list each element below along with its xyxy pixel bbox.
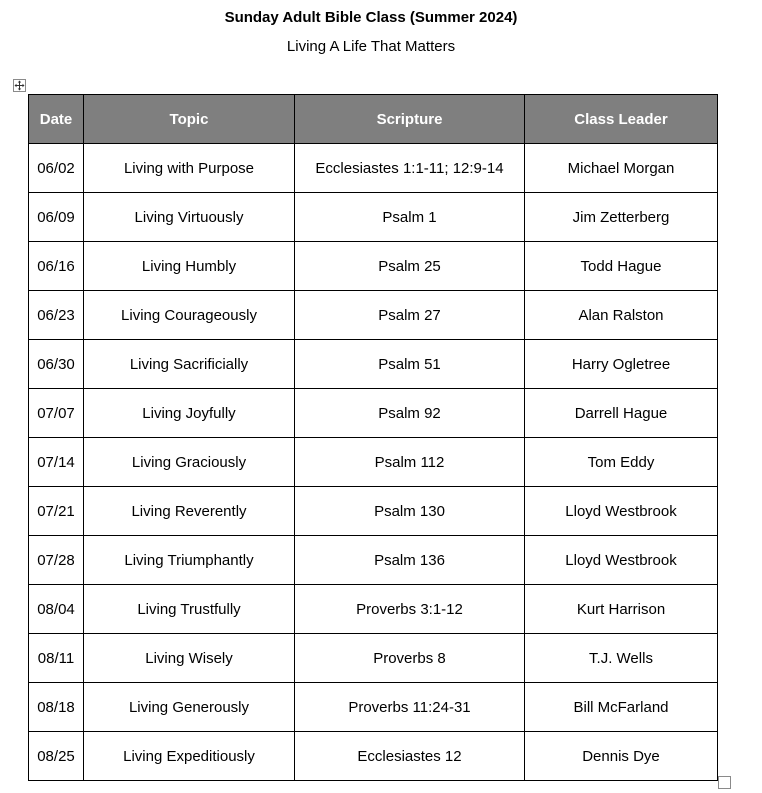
table-row bbox=[29, 536, 718, 585]
scripture-cell[interactable]: Psalm 112 bbox=[295, 438, 525, 487]
class-leader-cell[interactable]: Alan Ralston bbox=[525, 291, 718, 340]
topic-cell[interactable]: Living with Purpose bbox=[84, 144, 295, 193]
date-cell[interactable]: 08/11 bbox=[29, 634, 84, 683]
date-cell[interactable]: 07/14 bbox=[29, 438, 84, 487]
class-leader-cell[interactable]: Tom Eddy bbox=[525, 438, 718, 487]
document-subtitle: Living A Life That Matters bbox=[286, 38, 456, 55]
table-row bbox=[29, 340, 718, 389]
date-cell[interactable]: 07/28 bbox=[29, 536, 84, 585]
scripture-cell[interactable]: Psalm 51 bbox=[295, 340, 525, 389]
class-leader-cell[interactable]: Michael Morgan bbox=[525, 144, 718, 193]
header-class-leader[interactable]: Class Leader bbox=[525, 95, 718, 144]
table-row bbox=[29, 634, 718, 683]
header-date[interactable]: Date bbox=[29, 95, 84, 144]
table-row bbox=[29, 144, 718, 193]
scripture-cell[interactable]: Psalm 1 bbox=[295, 193, 525, 242]
table-row bbox=[29, 389, 718, 438]
table-header-row bbox=[29, 95, 718, 144]
table-row bbox=[29, 585, 718, 634]
topic-cell[interactable]: Living Expeditiously bbox=[84, 732, 295, 781]
date-cell[interactable]: 06/30 bbox=[29, 340, 84, 389]
class-leader-cell[interactable]: Lloyd Westbrook bbox=[525, 536, 718, 585]
topic-cell[interactable]: Living Sacrificially bbox=[84, 340, 295, 389]
class-leader-cell[interactable]: Jim Zetterberg bbox=[525, 193, 718, 242]
scripture-cell[interactable]: Psalm 130 bbox=[295, 487, 525, 536]
date-cell[interactable]: 08/04 bbox=[29, 585, 84, 634]
scripture-cell[interactable]: Psalm 27 bbox=[295, 291, 525, 340]
date-cell[interactable]: 07/21 bbox=[29, 487, 84, 536]
scripture-cell[interactable]: Psalm 136 bbox=[295, 536, 525, 585]
date-cell[interactable]: 06/02 bbox=[29, 144, 84, 193]
class-leader-cell[interactable]: T.J. Wells bbox=[525, 634, 718, 683]
topic-cell[interactable]: Living Reverently bbox=[84, 487, 295, 536]
schedule-table bbox=[28, 94, 718, 781]
header-topic[interactable]: Topic bbox=[84, 95, 295, 144]
topic-cell[interactable]: Living Virtuously bbox=[84, 193, 295, 242]
topic-cell[interactable]: Living Trustfully bbox=[84, 585, 295, 634]
scripture-cell[interactable]: Ecclesiastes 1:1-11; 12:9-14 bbox=[295, 144, 525, 193]
table-row bbox=[29, 291, 718, 340]
table-move-handle[interactable] bbox=[13, 79, 26, 92]
table-row bbox=[29, 732, 718, 781]
date-cell[interactable]: 08/25 bbox=[29, 732, 84, 781]
class-leader-cell[interactable]: Kurt Harrison bbox=[525, 585, 718, 634]
topic-cell[interactable]: Living Courageously bbox=[84, 291, 295, 340]
topic-cell[interactable]: Living Joyfully bbox=[84, 389, 295, 438]
class-leader-cell[interactable]: Dennis Dye bbox=[525, 732, 718, 781]
date-cell[interactable]: 06/16 bbox=[29, 242, 84, 291]
date-cell[interactable]: 07/07 bbox=[29, 389, 84, 438]
table-row bbox=[29, 242, 718, 291]
move-arrows-icon bbox=[14, 80, 25, 91]
date-cell[interactable]: 06/23 bbox=[29, 291, 84, 340]
scripture-cell[interactable]: Psalm 92 bbox=[295, 389, 525, 438]
class-leader-cell[interactable]: Lloyd Westbrook bbox=[525, 487, 718, 536]
topic-cell[interactable]: Living Graciously bbox=[84, 438, 295, 487]
class-leader-cell[interactable]: Bill McFarland bbox=[525, 683, 718, 732]
topic-cell[interactable]: Living Humbly bbox=[84, 242, 295, 291]
date-cell[interactable]: 06/09 bbox=[29, 193, 84, 242]
scripture-cell[interactable]: Proverbs 8 bbox=[295, 634, 525, 683]
scripture-cell[interactable]: Ecclesiastes 12 bbox=[295, 732, 525, 781]
document-title: Sunday Adult Bible Class (Summer 2024) bbox=[224, 9, 518, 26]
class-leader-cell[interactable]: Todd Hague bbox=[525, 242, 718, 291]
topic-cell[interactable]: Living Triumphantly bbox=[84, 536, 295, 585]
topic-cell[interactable]: Living Generously bbox=[84, 683, 295, 732]
date-cell[interactable]: 08/18 bbox=[29, 683, 84, 732]
header-scripture[interactable]: Scripture bbox=[295, 95, 525, 144]
table-row bbox=[29, 683, 718, 732]
scripture-cell[interactable]: Proverbs 11:24-31 bbox=[295, 683, 525, 732]
class-leader-cell[interactable]: Harry Ogletree bbox=[525, 340, 718, 389]
table-row bbox=[29, 487, 718, 536]
scripture-cell[interactable]: Proverbs 3:1-12 bbox=[295, 585, 525, 634]
class-leader-cell[interactable]: Darrell Hague bbox=[525, 389, 718, 438]
table-row bbox=[29, 438, 718, 487]
table-resize-handle[interactable] bbox=[718, 776, 731, 789]
topic-cell[interactable]: Living Wisely bbox=[84, 634, 295, 683]
scripture-cell[interactable]: Psalm 25 bbox=[295, 242, 525, 291]
table-row bbox=[29, 193, 718, 242]
